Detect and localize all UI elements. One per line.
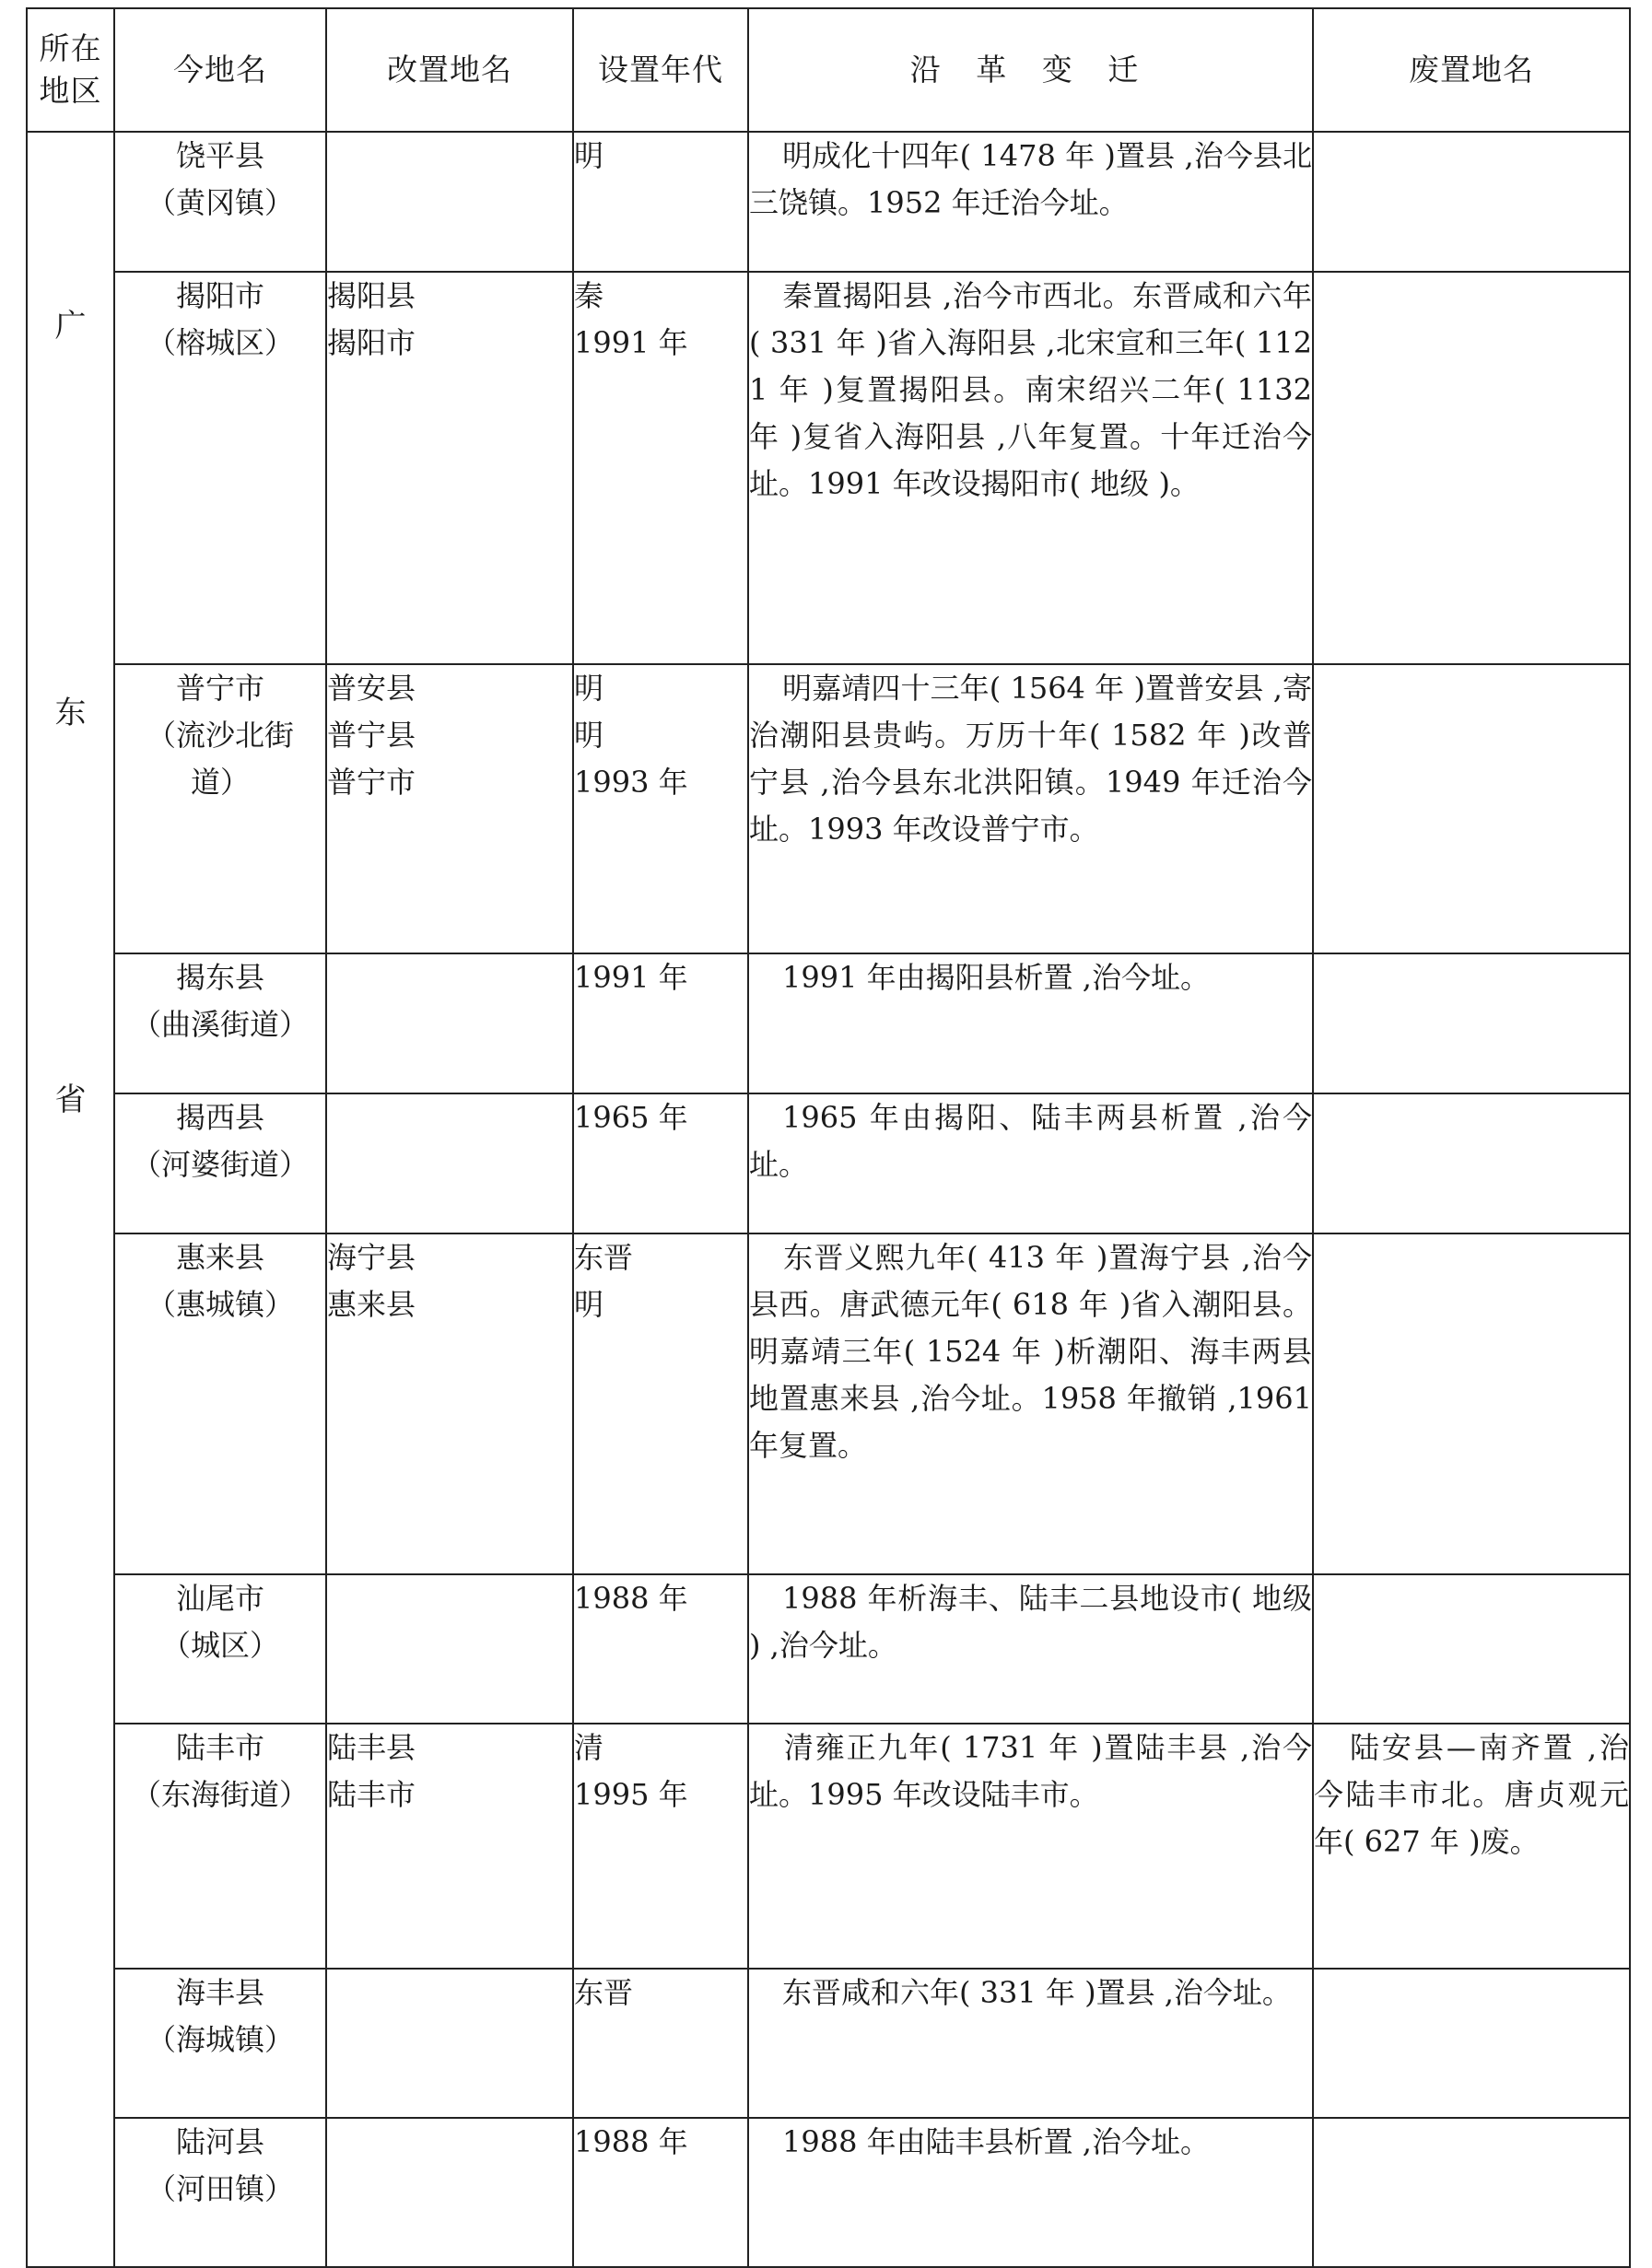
- seat-name: （河婆街道）: [131, 1147, 309, 1182]
- era-cell: [573, 953, 748, 1093]
- renamed-cell: [326, 1574, 573, 1724]
- era-value: 东晋: [574, 1240, 634, 1275]
- renamed-value: 陆丰县: [327, 1730, 416, 1765]
- current-name-cell: [114, 132, 326, 272]
- history-text: 东晋咸和六年( 331 年 )置县 ,治今址。: [782, 1975, 1292, 2010]
- table-row: [27, 1724, 1630, 1969]
- abolished-text: 陆安县—南齐置 ,治今陆丰市北。唐贞观元年( 627 年 )废。: [1314, 1730, 1629, 1859]
- header-region: [27, 8, 114, 132]
- abolished-cell: [1313, 2118, 1630, 2267]
- table-row: [27, 953, 1630, 1093]
- era-value: 1988 年: [574, 1581, 688, 1616]
- region-char: 省: [54, 1081, 87, 1118]
- renamed-value: 揭阳市: [327, 325, 416, 360]
- renamed-cell: [326, 272, 573, 664]
- table-row: [27, 1574, 1630, 1724]
- era-cell: [573, 1724, 748, 1969]
- region-cell: [27, 132, 114, 2267]
- current-name-cell: [114, 1233, 326, 1574]
- document-page: [26, 7, 1629, 2268]
- history-cell: [748, 1233, 1313, 1574]
- header-current-name: 今地名: [114, 8, 326, 132]
- seat-name: （黄冈镇）: [146, 185, 294, 220]
- era-value: 明: [574, 671, 604, 706]
- place-name: 惠来县: [175, 1240, 264, 1275]
- header-established: 设置年代: [573, 8, 748, 132]
- era-value: 1991 年: [574, 325, 688, 360]
- renamed-cell: [326, 132, 573, 272]
- era-cell: [573, 1233, 748, 1574]
- renamed-value: 普宁市: [327, 765, 416, 800]
- abolished-cell: [1313, 132, 1630, 272]
- current-name-cell: [114, 1574, 326, 1724]
- era-cell: [573, 1093, 748, 1233]
- renamed-cell: [326, 1233, 573, 1574]
- era-cell: [573, 1574, 748, 1724]
- place-name: 揭西县: [175, 1100, 264, 1135]
- header-renamed-name: 改置地名: [326, 8, 573, 132]
- place-name-table: [26, 7, 1631, 2268]
- place-name: 汕尾市: [175, 1581, 264, 1616]
- current-name-cell: [114, 2118, 326, 2267]
- renamed-value: 普宁县: [327, 718, 416, 753]
- history-text: 东晋义熙九年( 413 年 )置海宁县 ,治今县西。唐武德元年( 618 年 )省入潮阳县。明嘉靖三年( 1524 年 )析潮阳、海丰两县地置惠来县 ,治今址。1958 年撤销 ,1961 年复置。: [749, 1240, 1312, 1463]
- history-text: 明嘉靖四十三年( 1564 年 )置普安县 ,寄治潮阳县贵屿。万历十年( 1582 年 )改普宁县 ,治今县东北洪阳镇。1949 年迁治今址。1993 年改设普宁市。: [749, 671, 1312, 847]
- era-value: 明: [574, 138, 604, 173]
- era-value: 1965 年: [574, 1100, 688, 1135]
- table-row: [27, 1969, 1630, 2118]
- place-name: 陆河县: [175, 2124, 264, 2159]
- history-text: 1991 年由揭阳县析置 ,治今址。: [782, 960, 1210, 995]
- seat-name: （东海街道）: [131, 1777, 309, 1812]
- history-cell: [748, 953, 1313, 1093]
- header-history: 沿 革 变 迁: [748, 8, 1313, 132]
- seat-name: （海城镇）: [146, 2022, 294, 2057]
- abolished-cell: [1313, 1574, 1630, 1724]
- seat-name: （河田镇）: [146, 2171, 294, 2206]
- abolished-cell: [1313, 272, 1630, 664]
- header-region-line1: 所在: [39, 30, 102, 66]
- era-value: 1991 年: [574, 960, 688, 995]
- history-cell: [748, 1724, 1313, 1969]
- place-name: 陆丰市: [175, 1730, 264, 1765]
- place-name: 揭东县: [175, 960, 264, 995]
- abolished-cell: [1313, 953, 1630, 1093]
- renamed-cell: [326, 1724, 573, 1969]
- place-name: 揭阳市: [175, 278, 264, 313]
- renamed-cell: [326, 664, 573, 953]
- renamed-cell: [326, 1093, 573, 1233]
- era-cell: [573, 2118, 748, 2267]
- seat-name: （榕城区）: [146, 325, 294, 360]
- history-cell: [748, 2118, 1313, 2267]
- header-abolished: 废置地名: [1313, 8, 1630, 132]
- renamed-value: 普安县: [327, 671, 416, 706]
- abolished-cell: [1313, 664, 1630, 953]
- era-value: 明: [574, 1287, 604, 1322]
- era-value: 清: [574, 1730, 604, 1765]
- table-row: [27, 272, 1630, 664]
- era-value: 明: [574, 718, 604, 753]
- history-text: 秦置揭阳县 ,治今市西北。东晋咸和六年( 331 年 )省入海阳县 ,北宋宣和三年( 1121 年 )复置揭阳县。南宋绍兴二年( 1132 年 )复省入海阳县 ,八年复置。十年迁治今址。1991 年改设揭阳市( 地级 )。: [749, 278, 1312, 501]
- history-text: 清雍正九年( 1731 年 )置陆丰县 ,治今址。1995 年改设陆丰市。: [749, 1730, 1312, 1812]
- seat-name: （惠城镇）: [146, 1287, 294, 1322]
- table-row: [27, 1093, 1630, 1233]
- abolished-cell: [1313, 1969, 1630, 2118]
- renamed-value: 海宁县: [327, 1240, 416, 1275]
- history-text: 明成化十四年( 1478 年 )置县 ,治今县北三饶镇。1952 年迁治今址。: [749, 138, 1312, 220]
- renamed-value: 惠来县: [327, 1287, 416, 1322]
- history-cell: [748, 1969, 1313, 2118]
- history-cell: [748, 664, 1313, 953]
- renamed-cell: [326, 2118, 573, 2267]
- seat-name: （城区）: [160, 1628, 279, 1663]
- abolished-cell: [1313, 1233, 1630, 1574]
- table-row: [27, 664, 1630, 953]
- era-cell: [573, 1969, 748, 2118]
- current-name-cell: [114, 953, 326, 1093]
- era-value: 秦: [574, 278, 604, 313]
- place-name: 饶平县: [175, 138, 264, 173]
- current-name-cell: [114, 272, 326, 664]
- renamed-cell: [326, 953, 573, 1093]
- era-value: 东晋: [574, 1975, 634, 2010]
- history-cell: [748, 1574, 1313, 1724]
- table-row: [27, 2118, 1630, 2267]
- abolished-cell: [1313, 1093, 1630, 1233]
- header-region-line2: 地区: [39, 73, 102, 109]
- renamed-value: 揭阳县: [327, 278, 416, 313]
- abolished-cell: [1313, 1724, 1630, 1969]
- era-cell: [573, 272, 748, 664]
- era-cell: [573, 664, 748, 953]
- history-text: 1988 年由陆丰县析置 ,治今址。: [782, 2124, 1210, 2159]
- history-text: 1965 年由揭阳、陆丰两县析置 ,治今址。: [749, 1100, 1312, 1182]
- seat-name: （流沙北街道）: [146, 718, 294, 800]
- history-cell: [748, 272, 1313, 664]
- table-row: [27, 1233, 1630, 1574]
- era-cell: [573, 132, 748, 272]
- renamed-value: 陆丰市: [327, 1777, 416, 1812]
- region-char: 广: [54, 308, 87, 345]
- header-row: [27, 8, 1630, 132]
- table-row: [27, 132, 1630, 272]
- region-char: 东: [54, 695, 87, 731]
- current-name-cell: [114, 664, 326, 953]
- history-cell: [748, 132, 1313, 272]
- current-name-cell: [114, 1969, 326, 2118]
- era-value: 1993 年: [574, 765, 688, 800]
- history-text: 1988 年析海丰、陆丰二县地设市( 地级 ) ,治今址。: [749, 1581, 1312, 1663]
- place-name: 海丰县: [175, 1975, 264, 2010]
- history-cell: [748, 1093, 1313, 1233]
- renamed-cell: [326, 1969, 573, 2118]
- seat-name: （曲溪街道）: [131, 1007, 309, 1042]
- current-name-cell: [114, 1093, 326, 1233]
- current-name-cell: [114, 1724, 326, 1969]
- place-name: 普宁市: [175, 671, 264, 706]
- era-value: 1988 年: [574, 2124, 688, 2159]
- era-value: 1995 年: [574, 1777, 688, 1812]
